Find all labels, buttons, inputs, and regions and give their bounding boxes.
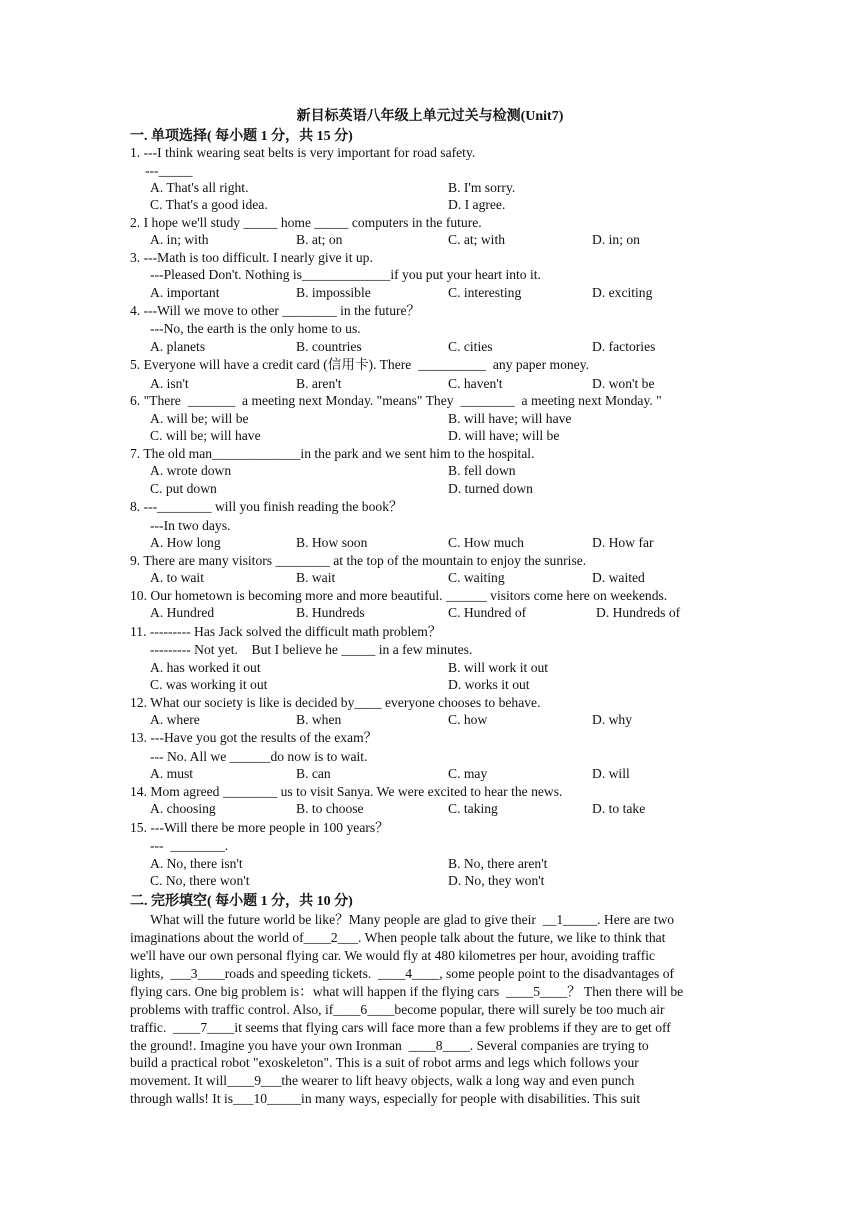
option-c: C. Hundred of: [448, 605, 527, 620]
cloze-line: flying cars. One big problem is：what will happen if the flying cars ____5____？ Then there will be: [130, 984, 684, 999]
option-b: B. will have; will have: [448, 411, 572, 426]
option-a: A. How long: [150, 535, 221, 550]
option-a: A. choosing: [150, 801, 216, 816]
option-a: A. That's all right.: [150, 180, 249, 195]
question-stem: 4. ---Will we move to other ________ in the future？: [130, 303, 421, 318]
option-c: C. That's a good idea.: [150, 197, 268, 212]
option-b: B. I'm sorry.: [448, 180, 516, 195]
question-stem: 7. The old man_____________in the park and we sent him to the hospital.: [130, 446, 535, 461]
option-d: D. No, they won't: [448, 873, 545, 888]
question-stem: 13. ---Have you got the results of the exam？: [130, 730, 378, 745]
option-a: A. wrote down: [150, 463, 232, 478]
option-c: C. at; with: [448, 232, 506, 247]
option-c: C. taking: [448, 801, 498, 816]
option-b: B. How soon: [296, 535, 368, 550]
cloze-line: traffic. ____7____it seems that flying cars will face more than a few problems if they are to get off: [130, 1020, 671, 1035]
option-a: A. has worked it out: [150, 660, 261, 675]
question-reply: ---In two days.: [150, 518, 231, 533]
option-d: D. works it out: [448, 677, 530, 692]
cloze-line: movement. It will____9___the wearer to lift heavy objects, walk a long way and even punch: [130, 1073, 635, 1088]
option-c: C. No, there won't: [150, 873, 250, 888]
option-a: A. where: [150, 712, 200, 727]
question-stem: 14. Mom agreed ________ us to visit Sanya. We were excited to hear the news.: [130, 784, 563, 799]
cloze-line: build a practical robot "exoskeleton". This is a suit of robot arms and legs which follows your: [130, 1055, 639, 1070]
option-a: A. isn't: [150, 376, 189, 391]
question-reply: ---No, the earth is the only home to us.: [150, 321, 361, 336]
cloze-line: through walls! It is___10_____in many ways, especially for people with disabilities. This suit: [130, 1091, 641, 1106]
question-reply: --- No. All we ______do now is to wait.: [150, 749, 368, 764]
option-d: D. to take: [592, 801, 646, 816]
option-d: D. won't be: [592, 376, 655, 391]
option-b: B. aren't: [296, 376, 342, 391]
question-stem: 3. ---Math is too difficult. I nearly give it up.: [130, 250, 373, 265]
option-c: C. will be; will have: [150, 428, 261, 443]
option-a: A. planets: [150, 339, 206, 354]
option-a: A. will be; will be: [150, 411, 249, 426]
option-a: A. No, there isn't: [150, 856, 243, 871]
question-reply: ---_____: [145, 163, 193, 178]
option-b: B. Hundreds: [296, 605, 365, 620]
option-c: C. How much: [448, 535, 524, 550]
cloze-line: What will the future world be like？Many people are glad to give their __1_____. Here are two: [130, 912, 675, 927]
question-stem: 10. Our hometown is becoming more and more beautiful. ______ visitors come here on weekends.: [130, 588, 668, 603]
option-b: B. No, there aren't: [448, 856, 548, 871]
option-a: A. in; with: [150, 232, 209, 247]
cloze-line: imaginations about the world of____2___. When people talk about the future, we like to think that: [130, 930, 666, 945]
option-c: C. haven't: [448, 376, 503, 391]
option-a: A. must: [150, 766, 194, 781]
question-stem: 6. "There _______ a meeting next Monday. "means" They ________ a meeting next Monday. ": [130, 393, 662, 408]
option-b: B. when: [296, 712, 342, 727]
option-a: A. Hundred: [150, 605, 215, 620]
cloze-line: the ground!. Imagine you have your own Ironman ____8____. Several companies are trying to: [130, 1038, 649, 1053]
option-c: C. may: [448, 766, 488, 781]
section-heading-cloze: 二. 完形填空( 每小题 1 分，共 10 分): [130, 894, 353, 909]
question-stem: 15. ---Will there be more people in 100 years？: [130, 820, 389, 835]
option-d: D. why: [592, 712, 633, 727]
question-stem: 9. There are many visitors ________ at the top of the mountain to enjoy the sunrise.: [130, 553, 587, 568]
option-c: C. how: [448, 712, 488, 727]
option-c: C. put down: [150, 481, 217, 496]
option-c: C. cities: [448, 339, 493, 354]
option-d: D. exciting: [592, 285, 653, 300]
option-c: C. waiting: [448, 570, 505, 585]
option-b: B. will work it out: [448, 660, 549, 675]
option-a: A. important: [150, 285, 220, 300]
option-d: D. in; on: [592, 232, 640, 247]
option-c: C. interesting: [448, 285, 522, 300]
question-reply: --- ________.: [150, 838, 229, 853]
option-d: D. will have; will be: [448, 428, 560, 443]
cloze-line: problems with traffic control. Also, if____6____become popular, there will surely be too much air: [130, 1002, 665, 1017]
cloze-line: lights, ___3____roads and speeding tickets. ____4____, some people point to the disadvantages of: [130, 966, 675, 981]
option-b: B. can: [296, 766, 331, 781]
page-title: 新目标英语八年级上单元过关与检测(Unit7): [296, 109, 564, 124]
question-stem: 8. ---________ will you finish reading the book？: [130, 499, 403, 514]
option-d: D. How far: [592, 535, 654, 550]
option-d: D. Hundreds of: [596, 605, 681, 620]
question-reply: --------- Not yet. But I believe he _____ in a few minutes.: [150, 642, 473, 657]
question-stem: 12. What our society is like is decided by____ everyone chooses to behave.: [130, 695, 541, 710]
question-stem: 11. --------- Has Jack solved the difficult math problem？: [130, 624, 442, 639]
option-d: D. turned down: [448, 481, 533, 496]
option-b: B. to choose: [296, 801, 364, 816]
option-b: B. at; on: [296, 232, 343, 247]
option-b: B. fell down: [448, 463, 516, 478]
question-stem: 1. ---I think wearing seat belts is very important for road safety.: [130, 145, 476, 160]
cloze-line: we'll have our own personal flying car. We would fly at 480 kilometres per hour, avoiding traffic: [130, 948, 656, 963]
question-reply: ---Pleased Don't. Nothing is_____________if you put your heart into it.: [150, 267, 541, 282]
option-d: D. I agree.: [448, 197, 506, 212]
option-b: B. impossible: [296, 285, 371, 300]
option-a: A. to wait: [150, 570, 204, 585]
option-d: D. will: [592, 766, 630, 781]
option-b: B. countries: [296, 339, 362, 354]
option-b: B. wait: [296, 570, 336, 585]
option-c: C. was working it out: [150, 677, 268, 692]
question-stem: 5. Everyone will have a credit card (信用卡). There __________ any paper money.: [130, 357, 590, 372]
option-d: D. waited: [592, 570, 645, 585]
section-heading-multiple-choice: 一. 单项选择( 每小题 1 分，共 15 分): [130, 129, 353, 144]
option-d: D. factories: [592, 339, 656, 354]
question-stem: 2. I hope we'll study _____ home _____ computers in the future.: [130, 215, 482, 230]
